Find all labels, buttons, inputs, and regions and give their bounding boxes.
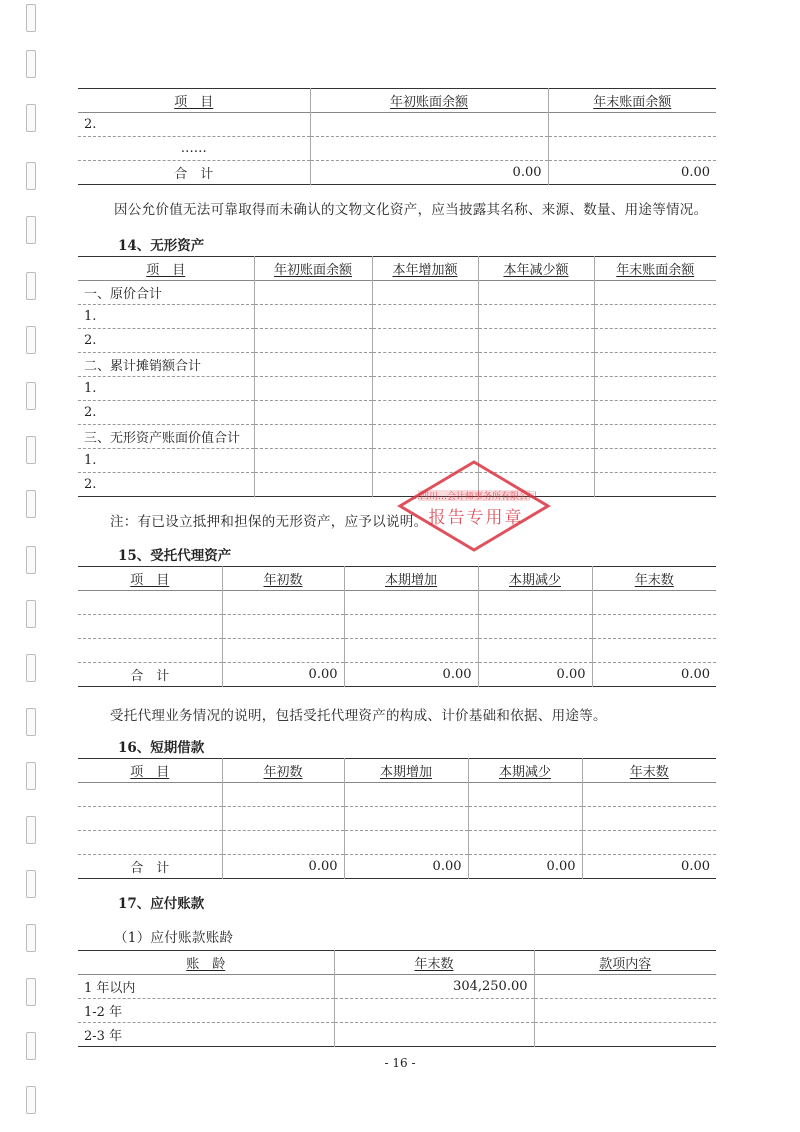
cell (310, 137, 548, 161)
header-cell: 本期增加 (344, 759, 468, 783)
binding-hole (26, 870, 36, 898)
header-cell: 项 目 (174, 95, 214, 110)
table-row (78, 615, 716, 639)
total-value: 0.00 (478, 663, 592, 687)
header-cell: 本期增加 (344, 567, 478, 591)
header-cell: 年末数 (334, 951, 534, 975)
row-label: 1 年以内 (84, 981, 136, 996)
header-cell: 年初账面余额 (310, 89, 548, 113)
table-header-row (78, 567, 716, 591)
table-row (78, 831, 716, 855)
binding-hole (26, 216, 36, 244)
header-cell: 年初账面余额 (254, 257, 372, 281)
binding-hole (26, 272, 36, 300)
header-cell: 项 目 (130, 573, 170, 588)
cell (310, 113, 548, 137)
table-row (78, 1023, 716, 1047)
short-term-loans-table (78, 758, 716, 879)
header-cell: 年末数 (592, 567, 716, 591)
section-15-note: 受托代理业务情况的说明，包括受托代理资产的构成、计价基础和依据、用途等。 (110, 708, 607, 724)
row-label: 二、累计摊销额合计 (84, 359, 202, 374)
total-label: 合 计 (130, 669, 170, 684)
total-label: 合 计 (130, 861, 170, 876)
section-17-title: 17、应付账款 (118, 896, 205, 912)
report-seal-stamp (396, 460, 552, 552)
section-14-note: 注：有已设立抵押和担保的无形资产，应予以说明。 (110, 514, 428, 530)
total-value: 0.00 (468, 855, 582, 879)
row-label: 1-2 年 (84, 1005, 123, 1020)
total-value: 0.00 (344, 855, 468, 879)
binding-hole (26, 4, 36, 32)
table-row (78, 783, 716, 807)
header-cell: 本期减少 (468, 759, 582, 783)
table-row (78, 591, 716, 615)
row-label: 一、原价合计 (84, 287, 163, 302)
total-value: 0.00 (592, 663, 716, 687)
table-header-row (78, 951, 716, 975)
header-cell: 年末账面余额 (548, 89, 716, 113)
binding-hole (26, 50, 36, 78)
table-row (78, 113, 716, 137)
binding-hole (26, 490, 36, 518)
total-value: 0.00 (582, 855, 716, 879)
row-label: 2. (84, 405, 97, 420)
header-cell: 年初数 (222, 759, 344, 783)
table-row (78, 639, 716, 663)
binding-hole (26, 546, 36, 574)
entrusted-assets-table (78, 566, 716, 687)
cultural-assets-paragraph: 因公允价值无法可靠取得而未确认的文物文化资产，应当披露其名称、来源、数量、用途等情况。 (114, 202, 708, 218)
binding-hole (26, 654, 36, 682)
binding-hole (26, 104, 36, 132)
table-row (78, 353, 716, 377)
cell (548, 137, 716, 161)
header-cell: 年末数 (582, 759, 716, 783)
total-value: 0.00 (222, 855, 344, 879)
header-cell: 本年减少额 (478, 257, 594, 281)
row-label: 1. (84, 453, 97, 468)
header-cell: 项 目 (130, 765, 170, 780)
header-cell: 款项内容 (534, 951, 716, 975)
section-15-title: 15、受托代理资产 (118, 548, 232, 564)
total-value: 0.00 (344, 663, 478, 687)
cultural-assets-table (78, 88, 716, 185)
row-label: 1. (84, 309, 97, 324)
total-label: 合 计 (174, 167, 214, 182)
stamp-title-text: 报告专用章 (428, 508, 524, 528)
row-label: 2. (84, 117, 97, 132)
total-row (78, 663, 716, 687)
binding-hole (26, 1086, 36, 1114)
table-row (78, 281, 716, 305)
table-header-row (78, 89, 716, 113)
total-row (78, 855, 716, 879)
section-16-title: 16、短期借款 (118, 740, 205, 756)
binding-hole (26, 382, 36, 410)
table-row (78, 329, 716, 353)
binding-hole (26, 762, 36, 790)
table-row (78, 305, 716, 329)
table-row (78, 377, 716, 401)
binding-hole (26, 162, 36, 190)
cell (548, 113, 716, 137)
stamp-border (400, 462, 548, 550)
binding-hole (26, 436, 36, 464)
table-row (78, 807, 716, 831)
cell-value: 304,250.00 (334, 975, 534, 999)
row-label: …… (180, 141, 207, 156)
header-cell: 本年增加额 (372, 257, 478, 281)
row-label: 三、无形资产账面价值合计 (84, 431, 241, 446)
total-value: 0.00 (310, 161, 548, 185)
row-label: 2. (84, 333, 97, 348)
table-row (78, 401, 716, 425)
table-row (78, 999, 716, 1023)
binding-hole (26, 816, 36, 844)
section-14-title: 14、无形资产 (118, 238, 205, 254)
total-value: 0.00 (222, 663, 344, 687)
page-number: - 16 - (384, 1056, 416, 1070)
total-value: 0.00 (548, 161, 716, 185)
header-cell: 年末账面余额 (594, 257, 716, 281)
header-cell: 年初数 (222, 567, 344, 591)
table-row (78, 975, 716, 999)
binding-hole (26, 924, 36, 952)
table-row (78, 425, 716, 449)
binding-hole (26, 978, 36, 1006)
total-row (78, 161, 716, 185)
table-header-row (78, 257, 716, 281)
stamp-org-text: …四川…会计师事务所有限公司 (410, 492, 538, 502)
row-label: 2. (84, 477, 97, 492)
binding-hole (26, 600, 36, 628)
row-label: 1. (84, 381, 97, 396)
accounts-payable-aging-table (78, 950, 716, 1047)
header-cell: 项 目 (146, 263, 186, 278)
binding-hole (26, 326, 36, 354)
table-row (78, 137, 716, 161)
section-17-subtitle: （1）应付账款账龄 (114, 930, 234, 946)
header-cell: 本期减少 (478, 567, 592, 591)
row-label: 2-3 年 (84, 1029, 123, 1044)
binding-hole (26, 708, 36, 736)
header-cell: 账 龄 (186, 957, 226, 972)
table-header-row (78, 759, 716, 783)
binding-strip (22, 0, 36, 1132)
